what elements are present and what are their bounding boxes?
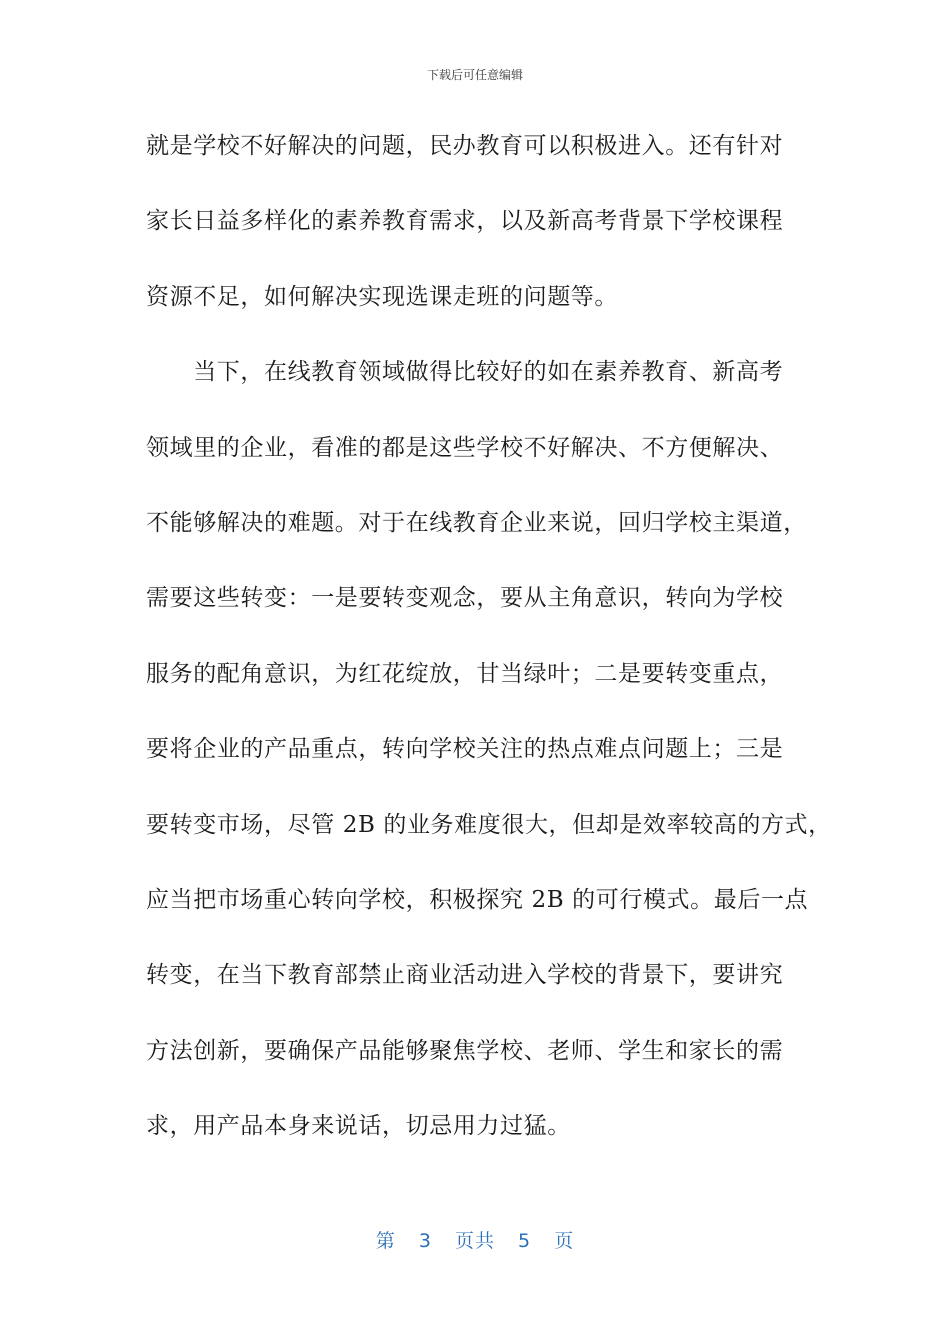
body-line: 服务的配角意识，为红花绽放，甘当绿叶；二是要转变重点， <box>146 660 784 687</box>
body-line: 转变，在当下教育部禁止商业活动进入学校的背景下，要讲究 <box>146 962 784 989</box>
footer-suffix: 页 <box>554 1230 575 1252</box>
body-line: 求，用产品本身来说话，切忌用力过猛。 <box>146 1113 571 1140</box>
body-line: 就是学校不好解决的问题，民办教育可以积极进入。还有针对 <box>146 133 784 159</box>
body-line: 当下，在线教育领域做得比较好的如在素养教育、新高考 <box>146 359 784 386</box>
body-line: 要转变市场，尽管 2B 的业务难度很大，但却是效率较高的方式， <box>146 811 832 838</box>
body-line: 要将企业的产品重点，转向学校关注的热点难点问题上；三是 <box>146 736 784 763</box>
footer-middle: 页共 <box>454 1230 495 1252</box>
body-line: 不能够解决的难题。对于在线教育企业来说，回归学校主渠道， <box>146 509 807 536</box>
footer-prefix: 第 <box>375 1230 396 1252</box>
page-footer <box>0 1226 950 1253</box>
body-line: 需要这些转变：一是要转变观念，要从主角意识，转向为学校 <box>146 585 784 612</box>
body-line: 家长日益多样化的素养教育需求，以及新高考背景下学校课程 <box>146 208 784 235</box>
body-line: 方法创新，要确保产品能够聚焦学校、老师、学生和家长的需 <box>146 1037 784 1064</box>
current-page-number: 3 <box>418 1230 432 1252</box>
body-line: 应当把市场重心转向学校，积极探究 2B 的可行模式。最后一点 <box>146 886 809 913</box>
document-body <box>146 128 832 1183</box>
page-header: 下载后可任意编辑 <box>426 68 523 82</box>
body-line: 领域里的企业，看准的都是这些学校不好解决、不方便解决、 <box>146 434 784 461</box>
body-line: 资源不足，如何解决实现选课走班的问题等。 <box>146 283 618 310</box>
total-pages-number: 5 <box>518 1230 532 1252</box>
